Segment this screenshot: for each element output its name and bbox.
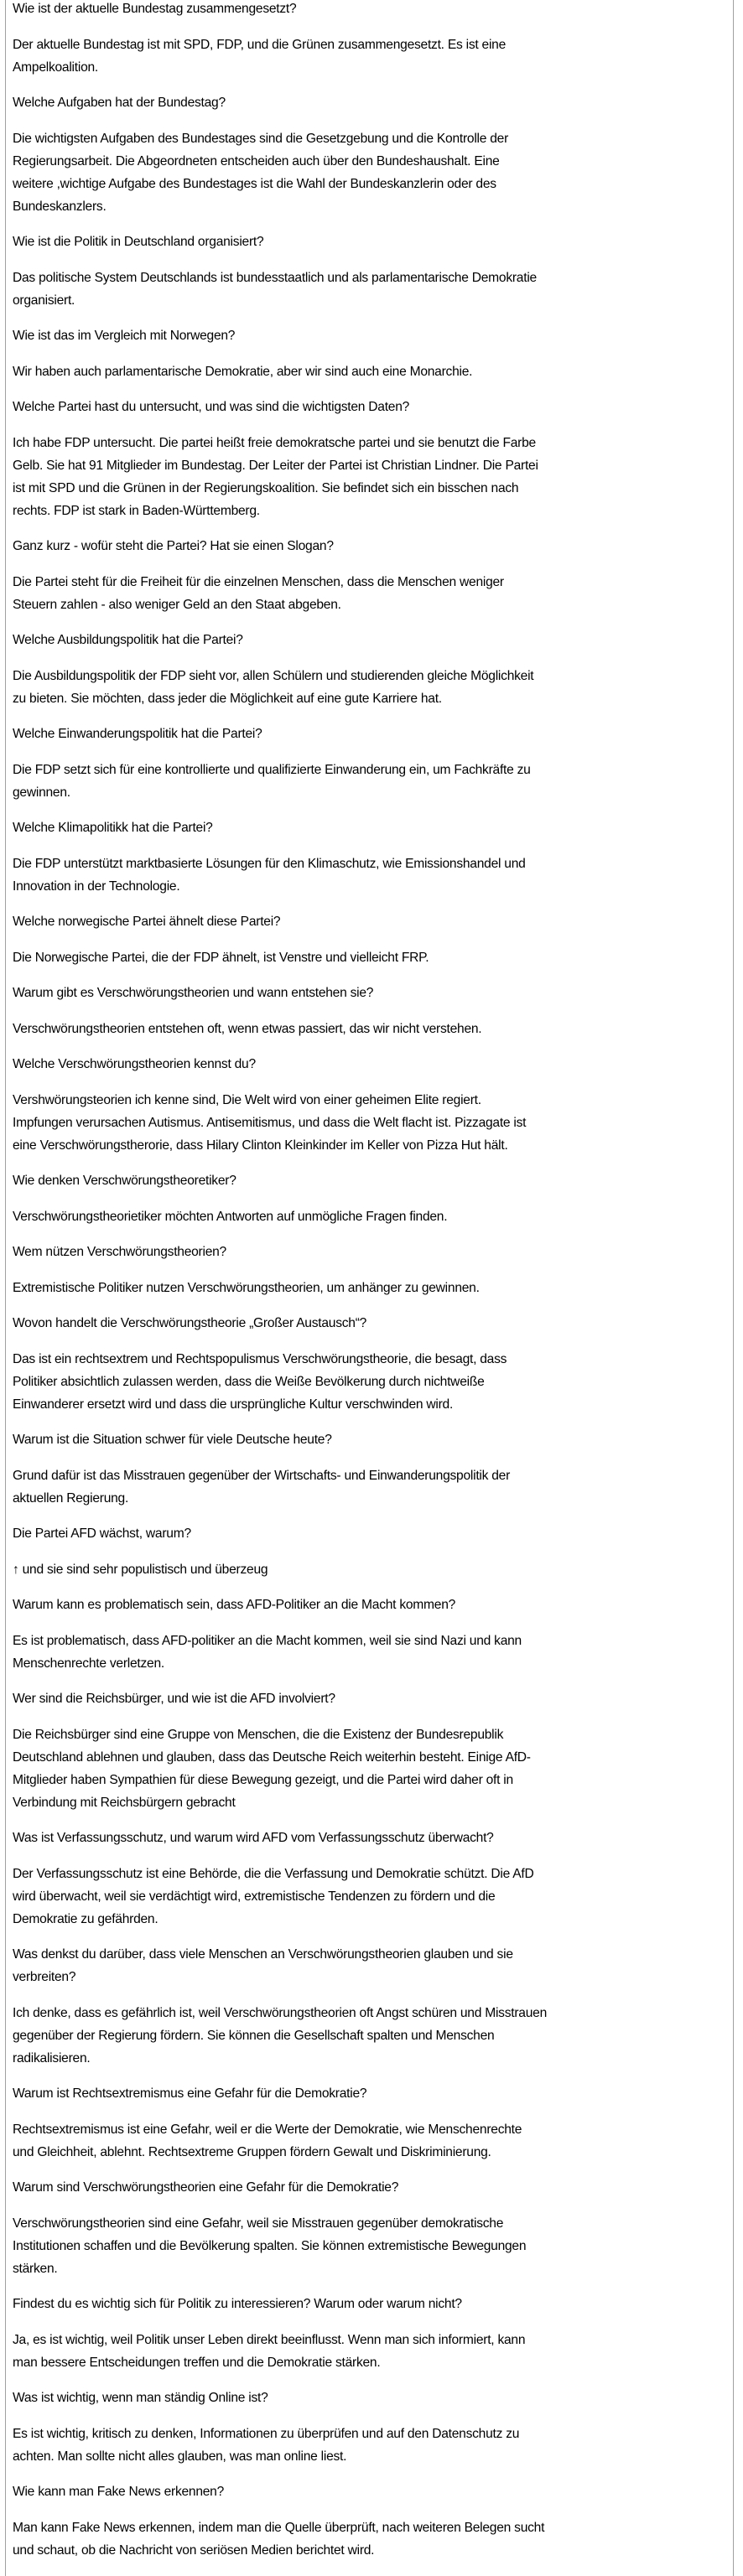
document-page bbox=[5, 0, 734, 2576]
question-paragraph bbox=[13, 396, 733, 418]
answer-text-line: Bundeskanzlers. bbox=[13, 199, 107, 214]
answer-paragraph bbox=[13, 2516, 733, 2562]
question-paragraph bbox=[13, 0, 733, 20]
answer-text-line: Das politische System Deutschlands ist bundesstaatlich und als parlamentarische Demokratie bbox=[13, 270, 537, 285]
question-paragraph bbox=[13, 1827, 733, 1849]
answer-text-line: Es ist problematisch, dass AFD-politiker an die Macht kommen, weil sie sind Nazi und kann bbox=[13, 1633, 522, 1648]
answer-text-line: Steuern zahlen - also weniger Geld an den Staat abgeben. bbox=[13, 597, 341, 612]
answer-text-line: organisiert. bbox=[13, 293, 75, 308]
answer-text-line: zu bieten. Sie möchten, dass jeder die Möglichkeit auf eine gute Karriere hat. bbox=[13, 691, 442, 706]
question-paragraph bbox=[13, 982, 733, 1004]
answer-paragraph bbox=[13, 1205, 733, 1228]
question-text-line: Welche Klimapolitikk hat die Partei? bbox=[13, 821, 213, 835]
question-text-line: Die Partei AFD wächst, warum? bbox=[13, 1526, 191, 1541]
answer-text-line: Verschwörungstheorietiker möchten Antworten auf unmögliche Fragen finden. bbox=[13, 1209, 448, 1224]
question-text-line: Was ist wichtig, wenn man ständig Online ist? bbox=[13, 2391, 268, 2405]
answer-paragraph bbox=[13, 946, 733, 969]
question-paragraph bbox=[13, 1943, 733, 1988]
question-text-line: Welche Verschwörungstheorien kennst du? bbox=[13, 1057, 256, 1071]
answer-paragraph bbox=[13, 2118, 733, 2164]
question-paragraph bbox=[13, 1169, 733, 1192]
answer-paragraph bbox=[13, 2002, 733, 2070]
answer-text-line: Ja, es ist wichtig, weil Politik unser Leben direkt beeinflusst. Wenn man sich informiert, kann bbox=[13, 2332, 526, 2347]
answer-paragraph bbox=[13, 1558, 733, 1581]
answer-paragraph bbox=[13, 759, 733, 804]
question-paragraph bbox=[13, 629, 733, 651]
answer-paragraph bbox=[13, 1630, 733, 1675]
question-paragraph bbox=[13, 723, 733, 745]
answer-text-line: Wir haben auch parlamentarische Demokratie, aber wir sind auch eine Monarchie. bbox=[13, 364, 473, 379]
answer-text-line: Ampelkoalition. bbox=[13, 60, 98, 75]
answer-text-line: Der aktuelle Bundestag ist mit SPD, FDP, und die Grünen zusammengesetzt. Es ist eine bbox=[13, 37, 507, 52]
answer-text-line: Die wichtigsten Aufgaben des Bundestages sind die Gesetzgebung und die Kontrolle der bbox=[13, 131, 509, 146]
answer-text-line: Mitglieder haben Sympathien für diese Bewegung gezeigt, und die Partei wird daher oft in bbox=[13, 1772, 513, 1787]
answer-text-line: Die Ausbildungspolitik der FDP sieht vor, allen Schülern und studierenden gleiche Möglichkeit bbox=[13, 668, 534, 683]
answer-paragraph bbox=[13, 571, 733, 616]
answer-text-line: und schaut, ob die Nachricht von seriösen Medien berichtet wird. bbox=[13, 2542, 375, 2558]
answer-text-line: Deutschland ablehnen und glauben, dass das Deutsche Reich weiterhin besteht. Einige AfD- bbox=[13, 1749, 531, 1765]
answer-text-line: weitere ,wichtige Aufgabe des Bundestages ist die Wahl der Bundeskanzlerin oder des bbox=[13, 176, 496, 191]
question-text-line: Ganz kurz - wofür steht die Partei? Hat sie einen Slogan? bbox=[13, 539, 334, 553]
question-text-line: Warum gibt es Verschwörungstheorien und wann entstehen sie? bbox=[13, 986, 374, 1000]
answer-text-line: Ich habe FDP untersucht. Die partei heißt freie demokratsche partei und sie benutzt die Farbe bbox=[13, 435, 536, 450]
question-paragraph bbox=[13, 910, 733, 933]
question-text-line: Warum ist Rechtsextremismus eine Gefahr für die Demokratie? bbox=[13, 2086, 367, 2101]
question-paragraph bbox=[13, 1687, 733, 1710]
document-body bbox=[13, 0, 733, 2562]
answer-text-line: man bessere Entscheidungen treffen und die Demokratie stärken. bbox=[13, 2355, 381, 2370]
answer-text-line: Rechtsextremismus ist eine Gefahr, weil er die Werte der Demokratie, wie Menschenrechte bbox=[13, 2122, 522, 2137]
answer-text-line: Demokratie zu gefährden. bbox=[13, 1911, 158, 1926]
question-text-line: Wem nützen Verschwörungstheorien? bbox=[13, 1245, 226, 1259]
answer-text-line: Einwanderer ersetzt wird und dass die ursprüngliche Kultur verschwinden wird. bbox=[13, 1397, 454, 1412]
question-text-line: Welche Einwanderungspolitik hat die Partei? bbox=[13, 727, 262, 741]
question-paragraph bbox=[13, 2293, 733, 2315]
question-text-line: Was denkst du darüber, dass viele Menschen an Verschwörungstheorien glauben und sie bbox=[13, 1947, 513, 1962]
answer-paragraph bbox=[13, 1464, 733, 1510]
answer-text-line: stärken. bbox=[13, 2261, 58, 2276]
answer-text-line: Verschwörungstheorien entstehen oft, wenn etwas passiert, das wir nicht verstehen. bbox=[13, 1021, 482, 1036]
answer-text-line: eine Verschwörungstherorie, dass Hilary Clinton Kleinkinder im Keller von Pizza Hut hält. bbox=[13, 1138, 508, 1153]
question-paragraph bbox=[13, 91, 733, 114]
answer-text-line: Grund dafür ist das Misstrauen gegenüber der Wirtschafts- und Einwanderungspolitik der bbox=[13, 1468, 511, 1483]
answer-text-line: Institutionen schaffen und die Bevölkerung spalten. Sie können extremistische Bewegungen bbox=[13, 2238, 527, 2253]
question-paragraph bbox=[13, 2082, 733, 2105]
question-text-line: Wie ist das im Vergleich mit Norwegen? bbox=[13, 329, 236, 343]
answer-paragraph bbox=[13, 2212, 733, 2280]
question-paragraph bbox=[13, 1053, 733, 1075]
answer-text-line: Das ist ein rechtsextrem und Rechtspopulismus Verschwörungstheorie, die besagt, dass bbox=[13, 1351, 507, 1366]
answer-paragraph bbox=[13, 1089, 733, 1157]
answer-text-line: radikalisieren. bbox=[13, 2050, 91, 2065]
answer-text-line: rechts. FDP ist stark in Baden-Württemberg. bbox=[13, 503, 260, 518]
answer-text-line: Vershwörungsteorien ich kenne sind, Die Welt wird von einer geheimen Elite regiert. bbox=[13, 1092, 481, 1107]
question-paragraph bbox=[13, 231, 733, 253]
question-paragraph bbox=[13, 1522, 733, 1545]
answer-text-line: Die Partei steht für die Freiheit für die einzelnen Menschen, dass die Menschen weniger bbox=[13, 574, 504, 589]
answer-paragraph bbox=[13, 853, 733, 898]
question-text-line: Warum sind Verschwörungstheorien eine Gefahr für die Demokratie? bbox=[13, 2180, 399, 2195]
answer-paragraph bbox=[13, 1348, 733, 1416]
answer-text-line: Innovation in der Technologie. bbox=[13, 879, 180, 894]
answer-paragraph bbox=[13, 1018, 733, 1040]
answer-text-line: Verbindung mit Reichsbürgern gebracht bbox=[13, 1795, 236, 1810]
answer-text-line: Ich denke, dass es gefährlich ist, weil Verschwörungstheorien oft Angst schüren und Misstrauen bbox=[13, 2005, 547, 2020]
question-paragraph bbox=[13, 1594, 733, 1616]
question-paragraph bbox=[13, 2176, 733, 2199]
question-text-line: Wie kann man Fake News erkennen? bbox=[13, 2485, 225, 2499]
question-text-line: Welche Aufgaben hat der Bundestag? bbox=[13, 96, 226, 110]
answer-text-line: Man kann Fake News erkennen, indem man die Quelle überprüft, nach weiteren Belegen sucht bbox=[13, 2520, 545, 2535]
answer-text-line: Menschenrechte verletzen. bbox=[13, 1656, 164, 1671]
answer-paragraph bbox=[13, 2329, 733, 2374]
question-text-line: Wer sind die Reichsbürger, und wie ist die AFD involviert? bbox=[13, 1692, 335, 1706]
answer-paragraph bbox=[13, 2423, 733, 2468]
answer-paragraph bbox=[13, 1723, 733, 1814]
answer-text-line: ↑ und sie sind sehr populistisch und überzeug bbox=[13, 1562, 268, 1577]
question-text-line: Wie denken Verschwörungstheoretiker? bbox=[13, 1174, 236, 1188]
question-paragraph bbox=[13, 2387, 733, 2409]
question-text-line: Welche Partei hast du untersucht, und was sind die wichtigsten Daten? bbox=[13, 400, 410, 414]
answer-text-line: Impfungen verursachen Autismus. Antisemitismus, und dass die Welt flacht ist. Pizzagate ist bbox=[13, 1115, 527, 1130]
answer-text-line: gewinnen. bbox=[13, 785, 70, 800]
answer-text-line: Politiker absichtlich zulassen werden, dass die Weiße Bevölkerung durch nichtweiße bbox=[13, 1374, 485, 1389]
answer-text-line: Die FDP unterstützt marktbasierte Lösungen für den Klimaschutz, wie Emissionshandel und bbox=[13, 856, 526, 871]
question-paragraph bbox=[13, 816, 733, 839]
answer-paragraph bbox=[13, 1863, 733, 1931]
answer-text-line: Regierungsarbeit. Die Abgeordneten entscheiden auch über den Bundeshaushalt. Eine bbox=[13, 153, 500, 168]
question-paragraph bbox=[13, 1241, 733, 1263]
answer-text-line: ist mit SPD und die Grünen in der Regierungskoalition. Sie befindet sich ein bisschen nach bbox=[13, 480, 519, 495]
question-text-line: Welche Ausbildungspolitik hat die Partei? bbox=[13, 633, 243, 647]
answer-paragraph bbox=[13, 432, 733, 522]
question-paragraph bbox=[13, 1428, 733, 1451]
question-text-line: Findest du es wichtig sich für Politik zu interessieren? Warum oder warum nicht? bbox=[13, 2297, 462, 2311]
answer-text-line: Der Verfassungsschutz ist eine Behörde, die die Verfassung und Demokratie schützt. Die AfD bbox=[13, 1866, 534, 1881]
answer-paragraph bbox=[13, 360, 733, 383]
answer-paragraph bbox=[13, 267, 733, 312]
question-paragraph bbox=[13, 1312, 733, 1335]
answer-text-line: aktuellen Regierung. bbox=[13, 1490, 129, 1506]
question-text-line: Welche norwegische Partei ähnelt diese Partei? bbox=[13, 915, 281, 929]
answer-paragraph bbox=[13, 1277, 733, 1299]
question-text-line: Warum ist die Situation schwer für viele Deutsche heute? bbox=[13, 1433, 332, 1447]
answer-text-line: Es ist wichtig, kritisch zu denken, Informationen zu überprüfen und auf den Datenschutz zu bbox=[13, 2426, 520, 2441]
answer-text-line: achten. Man sollte nicht alles glauben, was man online liest. bbox=[13, 2449, 347, 2464]
answer-paragraph bbox=[13, 127, 733, 218]
answer-text-line: gegenüber der Regierung fördern. Sie können die Gesellschaft spalten und Menschen bbox=[13, 2028, 495, 2043]
answer-text-line: Extremistische Politiker nutzen Verschwörungstheorien, um anhänger zu gewinnen. bbox=[13, 1280, 480, 1295]
question-text-line: Was ist Verfassungsschutz, und warum wird AFD vom Verfassungsschutz überwacht? bbox=[13, 1831, 494, 1845]
question-text-line: Warum kann es problematisch sein, dass AFD-Politiker an die Macht kommen? bbox=[13, 1598, 456, 1612]
question-text-line: Wie ist der aktuelle Bundestag zusammengesetzt? bbox=[13, 2, 297, 16]
answer-text-line: wird überwacht, weil sie verdächtigt wird, extremistische Tendenzen zu fördern und die bbox=[13, 1889, 496, 1904]
answer-paragraph bbox=[13, 665, 733, 710]
answer-text-line: Verschwörungstheorien sind eine Gefahr, weil sie Misstrauen gegenüber demokratische bbox=[13, 2216, 504, 2231]
answer-text-line: Die FDP setzt sich für eine kontrollierte und qualifizierte Einwanderung ein, um Fachkräfte zu bbox=[13, 762, 531, 777]
question-text-line: verbreiten? bbox=[13, 1970, 76, 1984]
answer-text-line: Gelb. Sie hat 91 Mitglieder im Bundestag. Der Leiter der Partei ist Christian Lindner. Die Partei bbox=[13, 458, 538, 473]
answer-paragraph bbox=[13, 34, 733, 79]
question-text-line: Wovon handelt die Verschwörungstheorie „Großer Austausch“? bbox=[13, 1316, 367, 1330]
question-paragraph bbox=[13, 535, 733, 557]
answer-text-line: und Gleichheit, ablehnt. Rechtsextreme Gruppen fördern Gewalt und Diskriminierung. bbox=[13, 2144, 491, 2159]
question-paragraph bbox=[13, 2480, 733, 2503]
answer-text-line: Die Reichsbürger sind eine Gruppe von Menschen, die die Existenz der Bundesrepublik bbox=[13, 1727, 504, 1742]
answer-text-line: Die Norwegische Partei, die der FDP ähnelt, ist Venstre und vielleicht FRP. bbox=[13, 950, 429, 965]
question-text-line: Wie ist die Politik in Deutschland organisiert? bbox=[13, 235, 264, 249]
question-paragraph bbox=[13, 324, 733, 347]
